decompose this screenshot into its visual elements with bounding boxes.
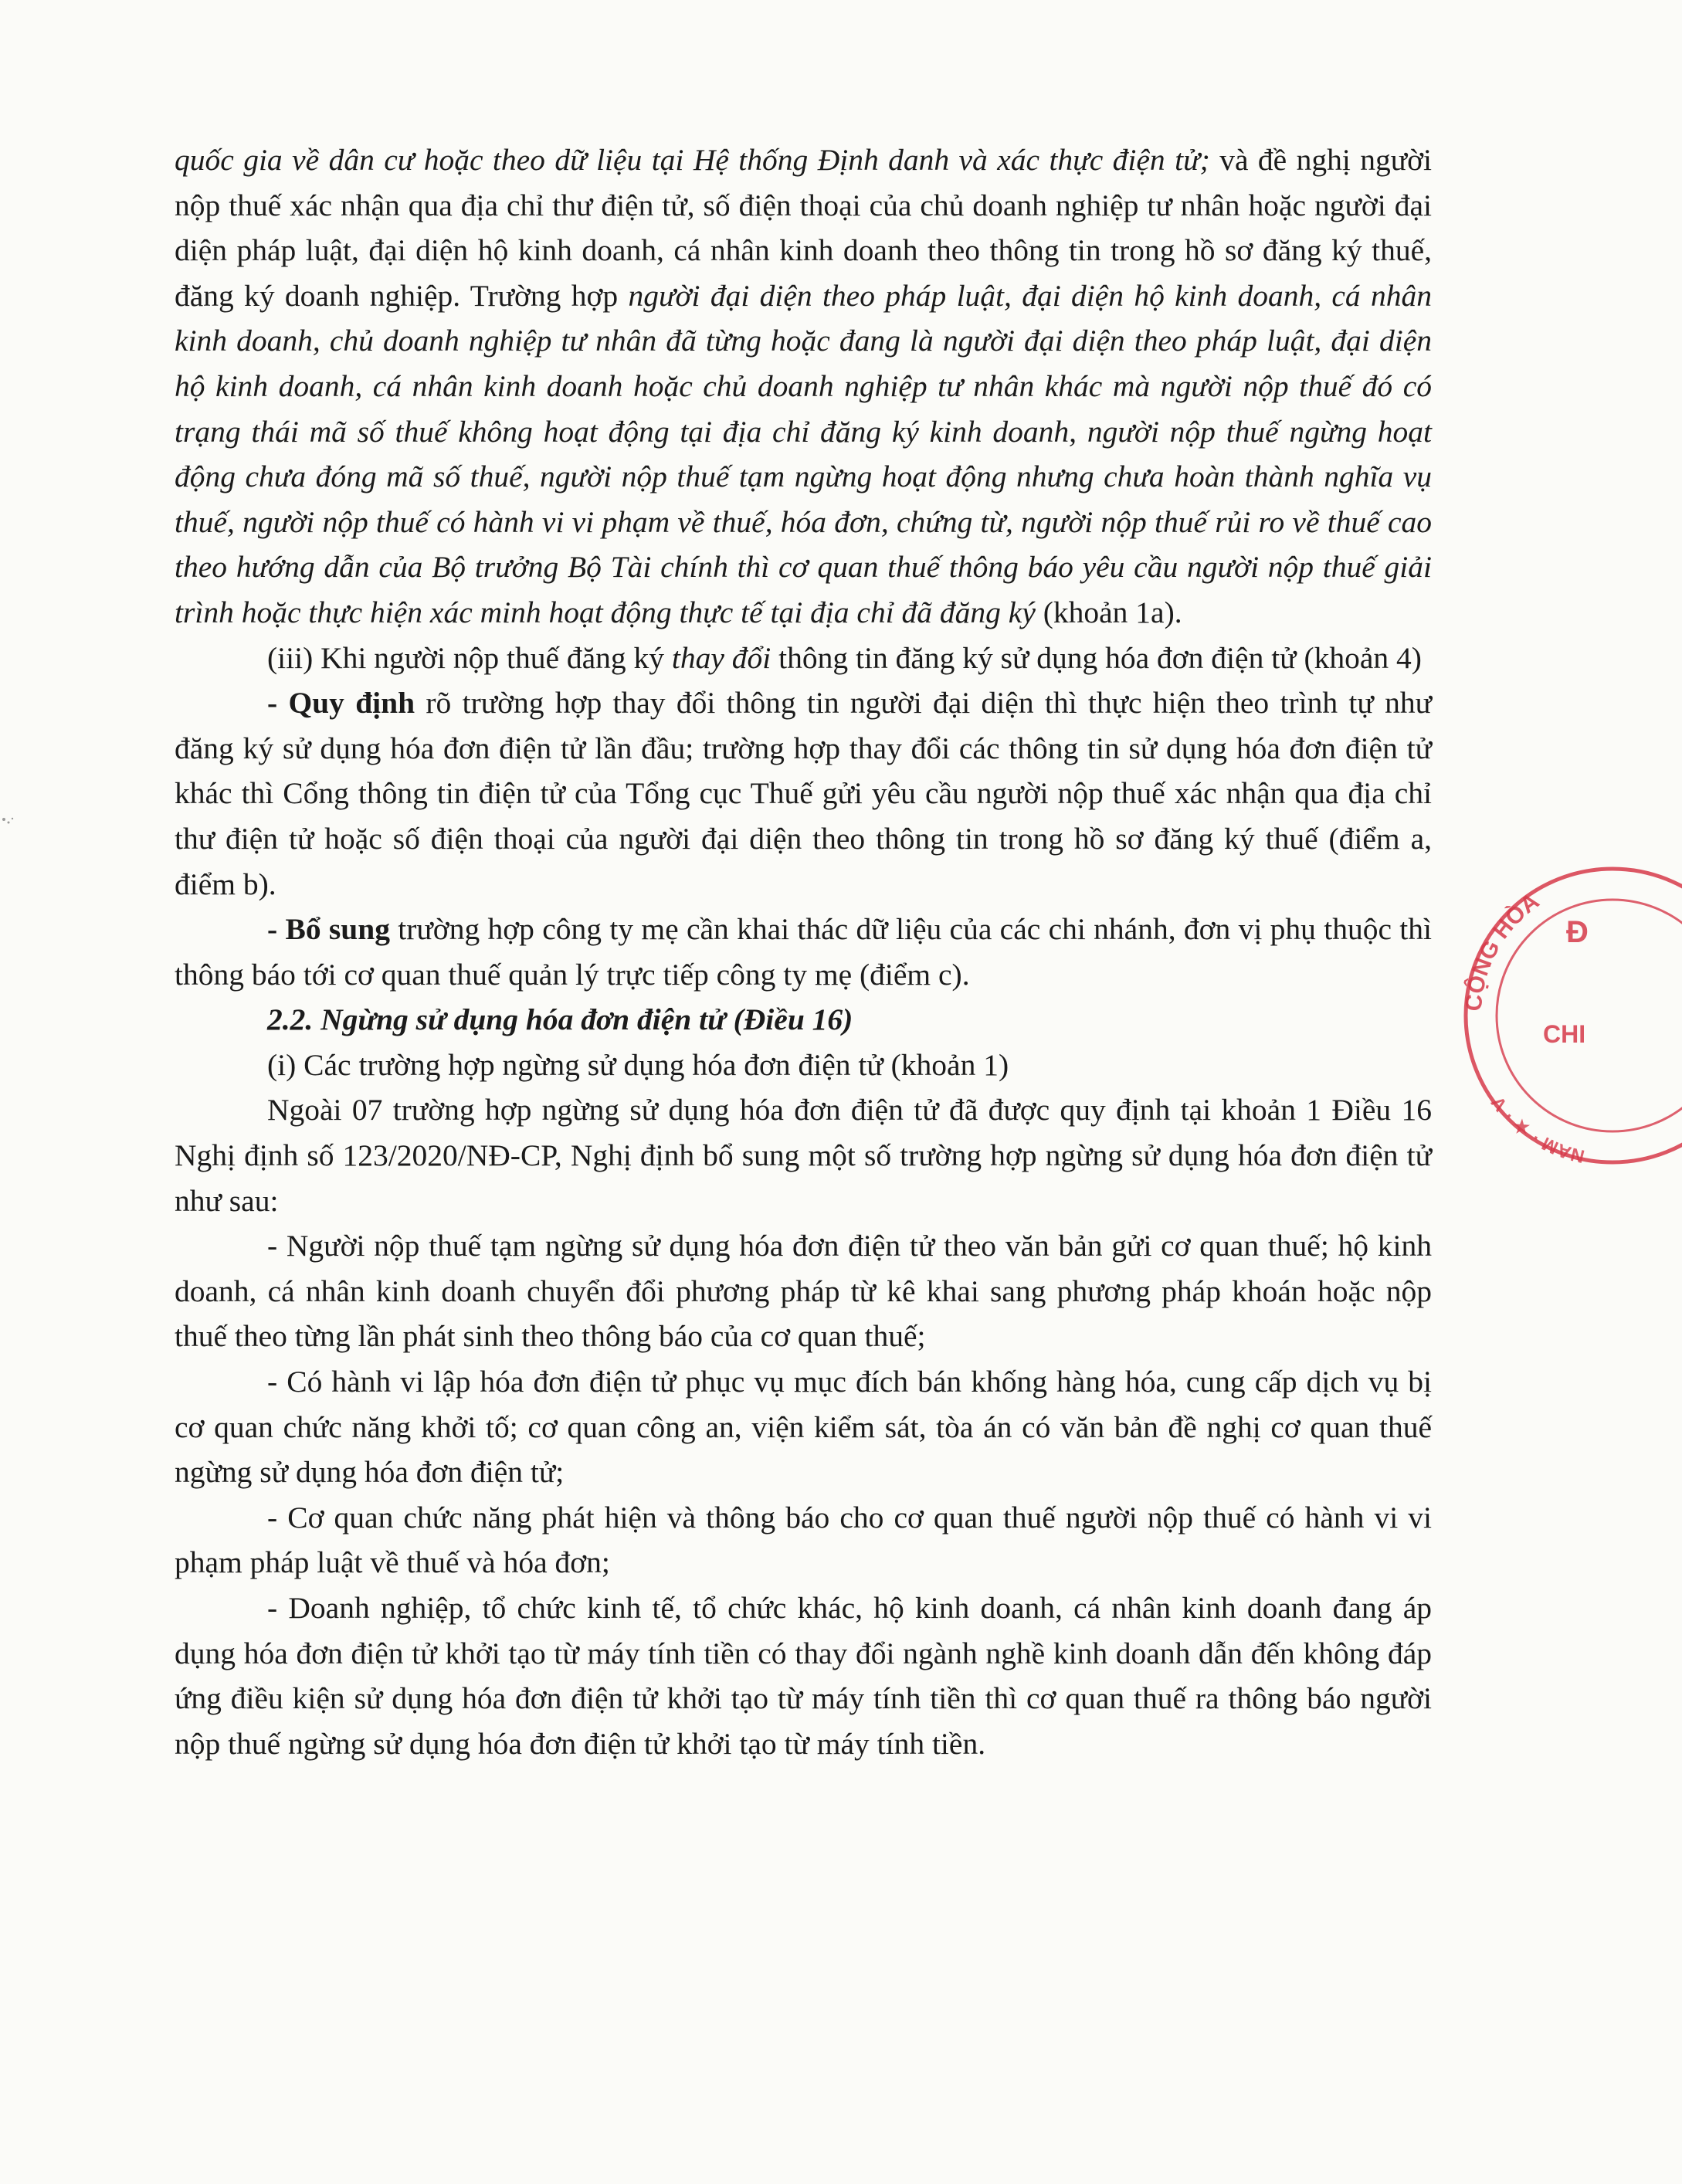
paragraph-1-text-b: (khoản 1a). xyxy=(1035,595,1182,629)
paragraph-3-text: rõ trường hợp thay đổi thông tin người đại diện thì thực hiện theo trình tự như đăng ký sử dụng hóa đơn điện tử lần đầu; trường hợp thay đổi các thông tin sử dụng hóa đơn điện tử khác thì Cổng thông tin điện tử của Tổng cục Thuế gửi yêu cầu người nộp thuế xác nhận qua địa chỉ thư điện tử hoặc số điện thoại của người đại diện theo thông tin trong hồ sơ đăng ký thuế (điểm a, điểm b). xyxy=(175,686,1432,901)
paragraph-4-bold: - Bổ sung xyxy=(267,912,390,947)
scan-speck-mark xyxy=(0,815,17,829)
paragraph-3-bold: - Quy định xyxy=(267,686,415,721)
paragraph-10: - Doanh nghiệp, tổ chức kinh tế, tổ chức khác, hộ kinh doanh, cá nhân kinh doanh đang áp dụng hóa đơn điện tử khởi tạo từ máy tính tiền có thay đổi ngành nghề kinh doanh dẫn đến không đáp ứng điều kiện sử dụng hóa đơn điện tử khởi tạo từ máy tính tiền thì cơ quan thuế ra thông báo người nộp thuế ngừng sử dụng hóa đơn điện tử khởi tạo từ máy tính tiền. xyxy=(175,1591,1432,1761)
paragraph-4 xyxy=(175,907,1432,997)
section-heading-2-2: 2.2. Ngừng sử dụng hóa đơn điện tử (Điều 16) xyxy=(267,1002,853,1037)
paragraph-6: Ngoài 07 trường hợp ngừng sử dụng hóa đơn điện tử đã được quy định tại khoản 1 Điều 16 Nghị định số 123/2020/NĐ-CP, Nghị định bổ sung một số trường hợp ngừng sử dụng hóa đơn điện tử như sau: xyxy=(175,1093,1432,1218)
paragraph-1-text-a: và đề nghị người nộp thuế xác nhận qua địa chỉ thư điện tử, số điện thoại của chủ doanh nghiệp tư nhân hoặc người đại diện pháp luật, đại diện hộ kinh doanh, cá nhân kinh doanh theo thông tin trong hồ sơ đăng ký thuế, đăng ký doanh nghiệp. Trường hợp xyxy=(175,143,1433,313)
red-seal-stamp xyxy=(1450,850,1682,1174)
stamp-text-top: CỘNG HÒA xyxy=(1460,888,1545,1012)
paragraph-2-text-b: thông tin đăng ký sử dụng hóa đơn điện tử (khoản 4) xyxy=(771,640,1422,675)
paragraph-3 xyxy=(175,680,1432,907)
paragraph-1-italic-a: quốc gia về dân cư hoặc theo dữ liệu tại Hệ thống Định danh và xác thực điện tử; xyxy=(175,143,1210,177)
paragraph-9: - Cơ quan chức năng phát hiện và thông báo cho cơ quan thuế người nộp thuế có hành vi vi phạm pháp luật về thuế và hóa đơn; xyxy=(175,1500,1432,1580)
paragraph-7: - Người nộp thuế tạm ngừng sử dụng hóa đơn điện tử theo văn bản gửi cơ quan thuế; hộ kinh doanh, cá nhân kinh doanh chuyển đổi phương pháp từ kê khai sang phương pháp khoán hoặc nộp thuế theo từng lần phát sinh theo thông báo của cơ quan thuế; xyxy=(175,1229,1432,1354)
paragraph-2 xyxy=(175,636,1432,681)
svg-text:CỘNG HÒA xyxy=(1461,888,1544,1012)
paragraph-1 xyxy=(175,137,1432,636)
stamp-text-mid: CHI xyxy=(1543,1020,1586,1048)
paragraph-1-italic-b: người đại diện theo pháp luật, đại diện hộ kinh doanh, cá nhân kinh doanh, chủ doanh nghiệp tư nhân đã từng hoặc đang là người đại diện theo pháp luật, đại diện hộ kinh doanh, cá nhân kinh doanh hoặc chủ doanh nghiệp tư nhân khác mà người nộp thuế đó có trạng thái mã số thuế không hoạt động tại địa chỉ đăng ký kinh doanh, người nộp thuế ngừng hoạt động chưa đóng mã số thuế, người nộp thuế tạm ngừng hoạt động nhưng chưa hoàn thành nghĩa vụ thuế, người nộp thuế có hành vi vi phạm về thuế, hóa đơn, chứng từ, người nộp thuế rủi ro về thuế cao theo hướng dẫn của Bộ trưởng Bộ Tài chính thì cơ quan thuế thông báo yêu cầu người nộp thuế giải trình hoặc thực hiện xác minh hoạt động thực tế tại địa chỉ đã đăng ký xyxy=(175,278,1432,629)
stamp-text-bottom: NAM · ★ · V xyxy=(1487,1092,1587,1167)
paragraph-5: (i) Các trường hợp ngừng sử dụng hóa đơn điện tử (khoản 1) xyxy=(267,1047,1009,1082)
paragraph-8: - Có hành vi lập hóa đơn điện tử phục vụ mục đích bán khống hàng hóa, cung cấp dịch vụ bị cơ quan chức năng khởi tố; cơ quan công an, viện kiểm sát, tòa án có văn bản đề nghị cơ quan thuế ngừng sử dụng hóa đơn điện tử; xyxy=(175,1365,1432,1490)
document-body xyxy=(175,137,1432,1766)
svg-text:Đ: Đ xyxy=(1566,915,1589,949)
paragraph-2-text-a: (iii) Khi người nộp thuế đăng ký xyxy=(267,640,672,675)
paragraph-2-italic: thay đổi xyxy=(671,640,771,675)
paragraph-4-text: trường hợp công ty mẹ cần khai thác dữ liệu của các chi nhánh, đơn vị phụ thuộc thì thông báo tới cơ quan thuế quản lý trực tiếp công ty mẹ (điểm c). xyxy=(175,912,1432,992)
